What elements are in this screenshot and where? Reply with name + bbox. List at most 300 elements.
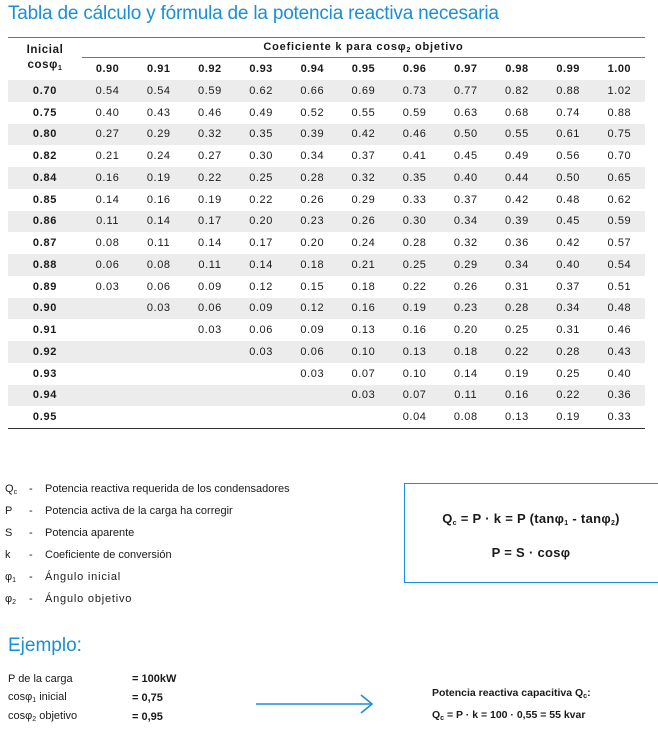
formula-box bbox=[404, 483, 658, 583]
target-cos-header-row bbox=[8, 58, 645, 81]
k-value-cell: 0.42 bbox=[505, 193, 529, 206]
k-value-cell: 0.24 bbox=[146, 150, 171, 163]
example-values bbox=[8, 669, 176, 726]
legend-dash: - bbox=[29, 549, 33, 561]
k-value-cell: 0.82 bbox=[491, 80, 542, 102]
result-title bbox=[432, 684, 591, 706]
load-label: P de la carga bbox=[8, 672, 73, 685]
k-value-cell: 0.48 bbox=[556, 193, 581, 206]
k-value-cell: 0.54 bbox=[594, 254, 645, 276]
k-value-cell: 0.40 bbox=[543, 254, 594, 276]
legend-dash: - bbox=[29, 593, 33, 605]
k-value-cell: 0.13 bbox=[389, 341, 440, 363]
k-value-cell bbox=[133, 319, 184, 341]
k-value-cell: 0.25 bbox=[389, 254, 440, 276]
table-row bbox=[8, 385, 645, 407]
legend-description: Potencia activa de la carga ha corregir bbox=[45, 505, 233, 517]
k-value-cell bbox=[338, 406, 389, 428]
k-value-cell: 0.35 bbox=[236, 124, 287, 146]
active-power-formula: P = S · cosφ bbox=[491, 545, 571, 560]
k-value-cell: 0.31 bbox=[556, 324, 581, 337]
legend-description: Potencia reactiva requerida de los condensadores bbox=[45, 483, 290, 495]
legend-description: Ángulo inicial bbox=[45, 571, 122, 583]
k-value-cell: 0.33 bbox=[594, 406, 645, 428]
k-value-cell: 0.06 bbox=[287, 341, 338, 363]
initial-cos-cell: 0.87 bbox=[32, 237, 58, 250]
k-value-cell: 0.14 bbox=[198, 237, 222, 250]
legend-symbol-main: k bbox=[5, 549, 11, 561]
k-value-cell: 0.57 bbox=[607, 237, 632, 250]
k-value-cell bbox=[133, 363, 184, 385]
k-value-cell: 0.37 bbox=[453, 193, 478, 206]
k-value-cell: 0.39 bbox=[287, 124, 338, 146]
initial-cos-cell: 0.95 bbox=[8, 406, 82, 428]
k-value-cell: 0.14 bbox=[453, 367, 478, 380]
target-cos-header: 0.94 bbox=[300, 63, 324, 75]
k-value-cell: 0.17 bbox=[184, 211, 235, 233]
coef-header-sub: 2 bbox=[406, 47, 412, 54]
k-value-cell: 0.70 bbox=[607, 150, 632, 163]
k-value-cell: 0.46 bbox=[198, 106, 222, 119]
arrow-right-icon bbox=[255, 693, 377, 715]
target-cos-header: 0.93 bbox=[249, 63, 273, 75]
k-value-cell: 0.19 bbox=[543, 406, 594, 428]
k-value-cell bbox=[133, 406, 184, 428]
k-value-cell bbox=[236, 406, 287, 428]
symbol-legend bbox=[5, 480, 290, 612]
legend-dash: - bbox=[29, 483, 33, 495]
example-row-cos-initial bbox=[8, 688, 176, 707]
k-value-cell bbox=[82, 319, 133, 341]
coef-header-prefix: Coeficiente k para cosφ bbox=[263, 41, 407, 53]
result-post: = P · k = 100 · 0,55 = 55 kvar bbox=[444, 709, 586, 721]
formula-end: ) bbox=[615, 511, 620, 526]
k-coefficient-table bbox=[8, 37, 645, 429]
cos-target-label bbox=[8, 710, 132, 723]
k-value-cell: 0.45 bbox=[453, 150, 478, 163]
target-cos-header: 0.96 bbox=[402, 63, 427, 75]
k-value-cell: 0.26 bbox=[300, 193, 325, 206]
table-row bbox=[8, 406, 645, 428]
initial-cos-cell: 0.70 bbox=[8, 80, 82, 102]
k-value-cell: 0.31 bbox=[505, 280, 529, 293]
k-value-cell: 0.20 bbox=[300, 237, 325, 250]
k-value-cell: 0.59 bbox=[594, 211, 645, 233]
k-value-cell: 0.26 bbox=[338, 211, 389, 233]
result-formula bbox=[432, 706, 591, 728]
table-row bbox=[8, 211, 645, 233]
k-value-cell: 0.54 bbox=[133, 80, 184, 102]
table-row bbox=[8, 276, 645, 298]
legend-symbol bbox=[5, 480, 29, 502]
k-value-cell: 0.22 bbox=[543, 385, 594, 407]
k-value-cell: 0.21 bbox=[338, 254, 389, 276]
table-row bbox=[8, 254, 645, 276]
initial-cos-cell: 0.82 bbox=[32, 150, 58, 163]
k-value-cell: 0.55 bbox=[491, 124, 542, 146]
target-cos-header: 0.92 bbox=[198, 63, 222, 75]
formula-q-sub: c bbox=[452, 520, 457, 527]
legend-symbol bbox=[5, 524, 29, 546]
k-value-cell: 0.37 bbox=[556, 280, 581, 293]
k-value-cell bbox=[82, 406, 133, 428]
k-value-cell: 0.42 bbox=[556, 237, 581, 250]
k-value-cell: 0.16 bbox=[491, 385, 542, 407]
k-value-cell: 0.15 bbox=[300, 280, 325, 293]
k-value-cell: 0.06 bbox=[184, 298, 235, 320]
legend-item bbox=[5, 502, 290, 524]
k-value-cell bbox=[133, 385, 184, 407]
initial-header-sub: 1 bbox=[57, 64, 63, 72]
legend-symbol bbox=[5, 502, 29, 524]
k-value-cell: 0.69 bbox=[338, 80, 389, 102]
formula-mid: = P · k = P (tanφ bbox=[456, 511, 565, 526]
initial-cos-cell: 0.85 bbox=[32, 193, 58, 206]
k-value-cell: 0.27 bbox=[198, 150, 222, 163]
k-value-cell: 0.55 bbox=[351, 106, 376, 119]
initial-cos-cell: 0.93 bbox=[32, 367, 58, 380]
k-value-cell bbox=[184, 406, 235, 428]
k-value-cell: 0.40 bbox=[95, 106, 120, 119]
legend-description: Ángulo objetivo bbox=[45, 593, 133, 605]
coef-header-suffix: objetivo bbox=[411, 41, 464, 53]
legend-item bbox=[5, 568, 290, 590]
result-title-pre: Potencia reactiva capacitiva Q bbox=[432, 687, 584, 699]
k-value-cell: 0.41 bbox=[402, 150, 427, 163]
cos-initial-post: inicial bbox=[36, 691, 67, 703]
k-value-cell: 0.06 bbox=[82, 254, 133, 276]
k-value-cell: 0.19 bbox=[505, 367, 529, 380]
k-value-cell: 0.18 bbox=[287, 254, 338, 276]
k-value-cell: 0.16 bbox=[338, 298, 389, 320]
k-value-cell bbox=[236, 385, 287, 407]
k-value-cell: 0.18 bbox=[351, 280, 376, 293]
legend-dash: - bbox=[29, 527, 33, 539]
cos-target-pre: cosφ bbox=[8, 710, 33, 722]
table-row bbox=[8, 167, 645, 189]
k-value-cell bbox=[82, 363, 133, 385]
k-value-cell: 0.03 bbox=[236, 341, 287, 363]
k-value-cell: 0.19 bbox=[389, 298, 440, 320]
k-value-cell: 0.88 bbox=[543, 80, 594, 102]
k-value-cell: 0.36 bbox=[594, 385, 645, 407]
k-value-cell: 0.35 bbox=[389, 167, 440, 189]
coefficient-header bbox=[82, 38, 645, 58]
k-value-cell: 0.06 bbox=[249, 324, 273, 337]
k-value-cell: 0.30 bbox=[249, 150, 273, 163]
k-value-cell: 0.23 bbox=[440, 298, 491, 320]
k-value-cell: 0.49 bbox=[249, 106, 273, 119]
k-value-cell: 0.50 bbox=[440, 124, 491, 146]
legend-item bbox=[5, 480, 290, 502]
target-cos-header: 0.97 bbox=[454, 63, 478, 75]
k-value-cell: 0.46 bbox=[607, 324, 632, 337]
k-value-cell: 0.61 bbox=[543, 124, 594, 146]
k-value-cell: 0.09 bbox=[300, 324, 325, 337]
table-row bbox=[8, 102, 645, 124]
k-value-cell: 0.14 bbox=[95, 193, 120, 206]
legend-symbol-main: φ bbox=[5, 593, 13, 605]
k-value-cell: 0.32 bbox=[453, 237, 478, 250]
initial-cos-cell: 0.89 bbox=[32, 280, 58, 293]
k-value-cell: 0.19 bbox=[198, 193, 222, 206]
k-value-cell: 0.40 bbox=[607, 367, 632, 380]
k-value-cell: 0.22 bbox=[402, 280, 427, 293]
formula-q-symbol: Q bbox=[442, 511, 453, 526]
k-value-cell: 0.20 bbox=[453, 324, 478, 337]
k-value-cell: 0.66 bbox=[287, 80, 338, 102]
k-value-cell: 0.34 bbox=[300, 150, 325, 163]
k-value-cell: 0.88 bbox=[607, 106, 632, 119]
k-value-cell: 0.07 bbox=[351, 367, 376, 380]
k-value-cell: 0.40 bbox=[440, 167, 491, 189]
k-value-cell: 0.26 bbox=[453, 280, 478, 293]
k-value-cell: 0.18 bbox=[440, 341, 491, 363]
table-row bbox=[8, 145, 645, 167]
table-row bbox=[8, 189, 645, 211]
k-value-cell: 0.43 bbox=[594, 341, 645, 363]
k-value-cell: 0.28 bbox=[491, 298, 542, 320]
k-value-cell: 0.03 bbox=[338, 385, 389, 407]
formula-mid2: - tanφ bbox=[568, 511, 611, 526]
k-value-cell: 0.75 bbox=[594, 124, 645, 146]
k-value-cell: 0.11 bbox=[440, 385, 491, 407]
initial-header-line1: Inicial bbox=[26, 43, 64, 56]
k-value-cell: 0.63 bbox=[453, 106, 478, 119]
cos-target-post: objetivo bbox=[36, 710, 78, 722]
legend-symbol-sub: c bbox=[13, 489, 18, 496]
k-value-cell: 0.24 bbox=[351, 237, 376, 250]
k-value-cell: 0.46 bbox=[389, 124, 440, 146]
initial-cos-cell: 0.75 bbox=[32, 106, 58, 119]
k-value-cell: 0.56 bbox=[556, 150, 581, 163]
initial-cos-cell: 0.80 bbox=[8, 124, 82, 146]
k-value-cell: 0.07 bbox=[389, 385, 440, 407]
initial-cos-cell: 0.86 bbox=[8, 211, 82, 233]
k-value-cell: 0.22 bbox=[184, 167, 235, 189]
k-value-cell: 0.23 bbox=[287, 211, 338, 233]
k-value-cell: 0.50 bbox=[543, 167, 594, 189]
example-title: Ejemplo: bbox=[8, 635, 82, 656]
k-value-cell: 0.62 bbox=[607, 193, 632, 206]
legend-symbol-sub: 1 bbox=[12, 577, 17, 584]
cos-target-sub: 2 bbox=[32, 716, 37, 723]
k-value-cell bbox=[184, 341, 235, 363]
legend-description: Potencia aparente bbox=[45, 527, 135, 539]
k-value-cell bbox=[82, 298, 133, 320]
k-value-cell: 0.33 bbox=[402, 193, 427, 206]
legend-symbol-main: S bbox=[5, 527, 13, 539]
target-cos-header: 0.90 bbox=[95, 63, 120, 75]
k-value-cell: 0.27 bbox=[82, 124, 133, 146]
k-value-cell: 0.11 bbox=[184, 254, 235, 276]
k-value-cell: 0.09 bbox=[198, 280, 222, 293]
target-cos-header: 0.95 bbox=[351, 63, 376, 75]
k-value-cell: 0.08 bbox=[440, 406, 491, 428]
k-value-cell: 0.62 bbox=[236, 80, 287, 102]
k-value-cell: 0.65 bbox=[594, 167, 645, 189]
k-value-cell: 0.28 bbox=[402, 237, 427, 250]
k-value-cell: 0.16 bbox=[402, 324, 427, 337]
k-value-cell: 1.02 bbox=[594, 80, 645, 102]
k-value-cell: 0.44 bbox=[491, 167, 542, 189]
k-value-cell: 0.30 bbox=[389, 211, 440, 233]
k-value-cell: 0.03 bbox=[300, 367, 325, 380]
k-value-cell: 0.52 bbox=[300, 106, 325, 119]
k-value-cell bbox=[236, 363, 287, 385]
k-value-cell: 0.37 bbox=[351, 150, 376, 163]
load-value: = 100kW bbox=[132, 672, 177, 685]
k-value-cell: 0.09 bbox=[236, 298, 287, 320]
k-value-cell: 0.14 bbox=[236, 254, 287, 276]
k-value-cell: 0.59 bbox=[184, 80, 235, 102]
result-title-post: : bbox=[587, 687, 591, 699]
k-value-cell: 0.34 bbox=[440, 211, 491, 233]
legend-dash: - bbox=[29, 571, 33, 583]
k-value-cell: 0.04 bbox=[389, 406, 440, 428]
k-value-cell bbox=[82, 385, 133, 407]
legend-symbol-main: P bbox=[5, 505, 13, 517]
initial-cos-cell: 0.92 bbox=[8, 341, 82, 363]
k-value-cell: 0.03 bbox=[95, 280, 120, 293]
k-value-cell: 0.73 bbox=[389, 80, 440, 102]
k-value-cell: 0.20 bbox=[236, 211, 287, 233]
k-value-cell: 0.29 bbox=[133, 124, 184, 146]
target-cos-header: 1.00 bbox=[607, 63, 632, 75]
initial-cos-cell: 0.88 bbox=[8, 254, 82, 276]
cos-initial-sub: 1 bbox=[32, 697, 37, 704]
k-value-cell: 0.49 bbox=[505, 150, 529, 163]
example-row-load bbox=[8, 669, 176, 688]
k-value-cell: 0.25 bbox=[556, 367, 581, 380]
table-row bbox=[8, 298, 645, 320]
example-row-cos-target bbox=[8, 707, 176, 726]
k-value-cell: 0.29 bbox=[351, 193, 376, 206]
initial-cos-cell: 0.84 bbox=[8, 167, 82, 189]
k-value-cell: 0.13 bbox=[351, 324, 376, 337]
k-value-cell bbox=[82, 341, 133, 363]
legend-item bbox=[5, 590, 290, 612]
k-value-cell: 0.12 bbox=[249, 280, 273, 293]
cos-target-value: = 0,95 bbox=[132, 710, 163, 723]
k-value-cell bbox=[184, 363, 235, 385]
k-value-cell: 0.11 bbox=[147, 237, 171, 250]
k-value-cell: 0.19 bbox=[133, 167, 184, 189]
legend-symbol bbox=[5, 546, 29, 568]
initial-header-line2: cosφ bbox=[27, 58, 58, 71]
target-cos-header: 0.99 bbox=[556, 63, 580, 75]
k-value-cell: 0.25 bbox=[236, 167, 287, 189]
formula-sub2: 2 bbox=[610, 520, 616, 527]
k-value-cell: 0.29 bbox=[440, 254, 491, 276]
legend-symbol bbox=[5, 590, 29, 612]
k-value-cell: 0.17 bbox=[249, 237, 273, 250]
cos-initial-pre: cosφ bbox=[8, 691, 33, 703]
legend-description: Coeficiente de conversión bbox=[45, 549, 172, 561]
k-value-cell: 0.12 bbox=[287, 298, 338, 320]
k-value-cell: 0.10 bbox=[338, 341, 389, 363]
k-value-cell: 0.16 bbox=[146, 193, 171, 206]
result-sub: c bbox=[440, 715, 445, 722]
reactive-power-formula bbox=[405, 511, 657, 527]
k-value-cell: 0.34 bbox=[543, 298, 594, 320]
table-row bbox=[8, 319, 645, 341]
table-row bbox=[8, 80, 645, 102]
legend-item bbox=[5, 524, 290, 546]
cos-initial-value: = 0,75 bbox=[132, 691, 163, 704]
k-value-cell: 0.28 bbox=[543, 341, 594, 363]
k-value-cell: 0.77 bbox=[440, 80, 491, 102]
k-value-cell: 0.45 bbox=[543, 211, 594, 233]
k-value-cell: 0.34 bbox=[491, 254, 542, 276]
k-value-cell: 0.03 bbox=[133, 298, 184, 320]
legend-item bbox=[5, 546, 290, 568]
table-row bbox=[8, 341, 645, 363]
table-body bbox=[8, 80, 645, 429]
k-value-cell: 0.68 bbox=[505, 106, 529, 119]
initial-cos-header bbox=[8, 38, 82, 81]
k-value-cell: 0.03 bbox=[198, 324, 222, 337]
k-value-cell: 0.22 bbox=[491, 341, 542, 363]
table-row bbox=[8, 232, 645, 254]
initial-cos-cell: 0.91 bbox=[32, 324, 58, 337]
k-value-cell: 0.32 bbox=[338, 167, 389, 189]
k-value-cell bbox=[133, 341, 184, 363]
k-value-cell: 0.13 bbox=[491, 406, 542, 428]
k-value-cell bbox=[184, 385, 235, 407]
k-value-cell: 0.10 bbox=[402, 367, 427, 380]
result-title-sub: c bbox=[583, 693, 588, 700]
k-value-cell: 0.28 bbox=[287, 167, 338, 189]
k-value-cell: 0.25 bbox=[505, 324, 529, 337]
k-value-cell bbox=[287, 385, 338, 407]
legend-symbol-sub: 2 bbox=[12, 599, 17, 606]
k-value-cell: 0.59 bbox=[402, 106, 427, 119]
table-row bbox=[8, 363, 645, 385]
page-title: Tabla de cálculo y fórmula de la potencia reactiva necesaria bbox=[8, 3, 499, 24]
legend-symbol-main: Q bbox=[5, 483, 14, 495]
k-value-cell: 0.16 bbox=[82, 167, 133, 189]
k-value-cell: 0.39 bbox=[491, 211, 542, 233]
result-pre: Q bbox=[432, 709, 441, 721]
k-value-cell: 0.22 bbox=[249, 193, 273, 206]
legend-dash: - bbox=[29, 505, 33, 517]
initial-cos-cell: 0.94 bbox=[8, 385, 82, 407]
initial-cos-cell: 0.90 bbox=[8, 298, 82, 320]
example-result bbox=[432, 684, 591, 728]
k-value-cell: 0.43 bbox=[146, 106, 171, 119]
table-row bbox=[8, 124, 645, 146]
formula-sub1: 1 bbox=[564, 520, 569, 527]
target-cos-header: 0.91 bbox=[147, 63, 171, 75]
k-value-cell: 0.36 bbox=[505, 237, 529, 250]
k-value-cell: 0.06 bbox=[146, 280, 171, 293]
k-value-cell: 0.32 bbox=[184, 124, 235, 146]
legend-symbol bbox=[5, 568, 29, 590]
legend-symbol-main: φ bbox=[5, 571, 13, 583]
cos-initial-label bbox=[8, 691, 132, 704]
k-value-cell: 0.48 bbox=[594, 298, 645, 320]
k-value-cell: 0.08 bbox=[133, 254, 184, 276]
k-value-cell: 0.74 bbox=[556, 106, 581, 119]
k-value-cell: 0.21 bbox=[95, 150, 120, 163]
k-value-cell: 0.54 bbox=[82, 80, 133, 102]
target-cos-header: 0.98 bbox=[505, 63, 529, 75]
k-value-cell: 0.11 bbox=[82, 211, 133, 233]
k-value-cell bbox=[287, 406, 338, 428]
k-value-cell: 0.51 bbox=[607, 280, 632, 293]
k-value-cell: 0.42 bbox=[338, 124, 389, 146]
